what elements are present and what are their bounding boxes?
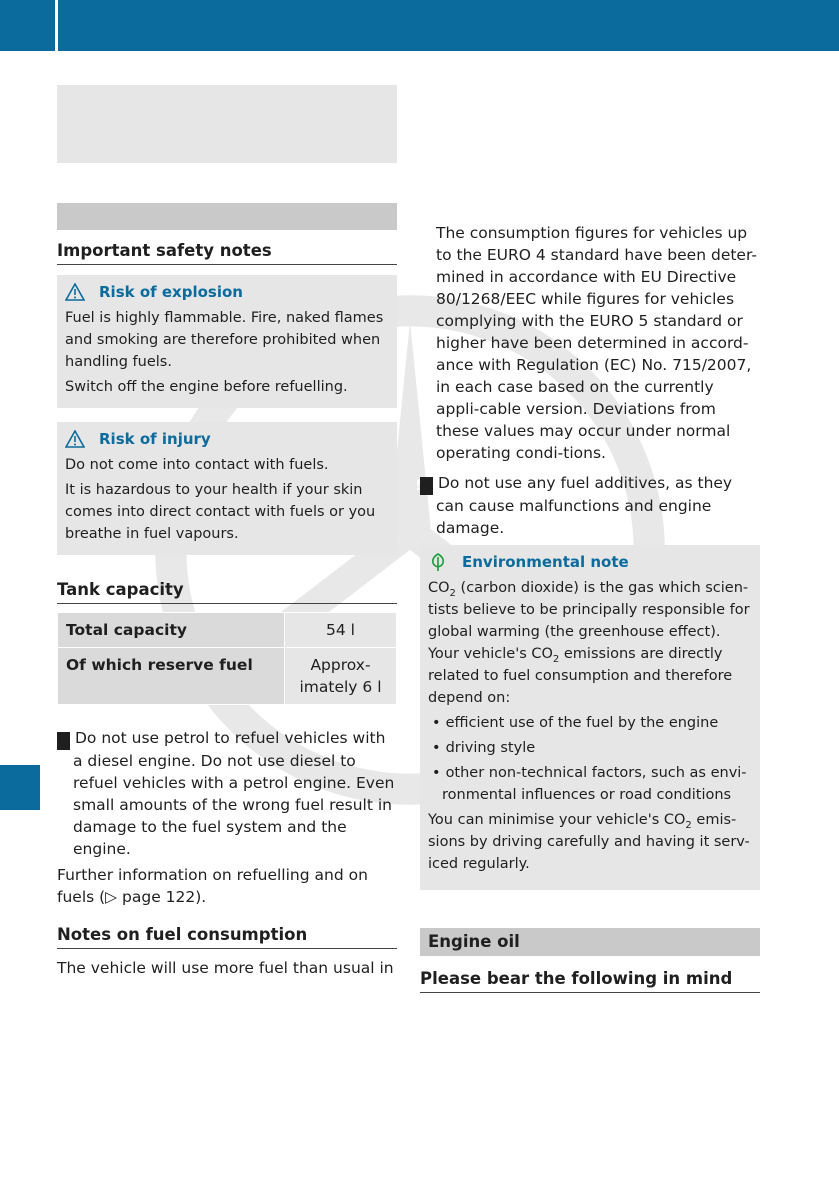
environmental-note [420, 545, 760, 890]
env-text-1: $CO_2$ (carbon dioxide) is the gas which scien-tists believe to be principally responsible for global warming (the greenhouse effect). Your vehicle's $CO_2$ emissions are directly related to fuel consumption and therefore depend on: [428, 580, 750, 706]
injury-text-2: It is hazardous to your health if your skin comes into direct contact with fuels or you breathe in fuel vapours. [65, 482, 376, 542]
tank-capacity-table [57, 612, 397, 705]
additives-note: ! Do not use any fuel additives, as they can cause malfunctions and engine damage. [415, 474, 733, 537]
safety-heading: Important safety notes [57, 240, 397, 265]
chapter-tab [0, 765, 40, 810]
petrol-note: ! Do not use petrol to refuel vehicles with a diesel engine. Do not use diesel to refuel vehicles with a petrol engine. Even small amounts of the wrong fuel result in damage to the fuel system and the engine. [52, 729, 395, 858]
explosion-warning [57, 275, 397, 408]
left-column [52, 240, 397, 979]
header-separator [55, 0, 58, 51]
tank-heading: Tank capacity [57, 579, 397, 604]
consumption-heading: Notes on fuel consumption [57, 924, 397, 949]
further-info: Further information on refuelling and on fuels (▷ page 122). [57, 866, 368, 906]
header-bar [0, 0, 839, 51]
injury-text-1: Do not come into contact with fuels. [65, 457, 329, 473]
attention-icon: ! [57, 732, 70, 750]
attention-icon: ! [420, 477, 433, 495]
engine-oil-heading: Engine oil [420, 928, 760, 956]
env-bullet-list [428, 712, 752, 806]
explosion-text-2: Switch off the engine before refuelling. [65, 379, 348, 395]
warning-triangle-icon [65, 430, 85, 448]
explosion-text-1: Fuel is highly flammable. Fire, naked flames and smoking are therefore prohibited when handling fuels. [65, 310, 384, 370]
list-item: • driving style [428, 737, 752, 759]
leaf-icon [428, 552, 448, 572]
right-column [415, 222, 760, 993]
oil-subheading: Please bear the following in mind [420, 968, 760, 993]
table-value: Approx-imately 6 l [285, 648, 397, 705]
list-item: • efficient use of the fuel by the engine [428, 712, 752, 734]
table-row [58, 613, 397, 648]
consumption-text: The vehicle will use more fuel than usual in [57, 959, 394, 977]
consumption-paragraph: The consumption figures for vehicles up to the EURO 4 standard have been deter-mined in accordance with EU Directive 80/1268/EEC while figures for vehicles complying with the EURO 5 standard or higher have been determined in accord-ance with Regulation (EC) No. 715/2007, in each case based on the currently appli-cable version. Deviations from these values may occur under normal operating condi-tions. [436, 224, 757, 462]
list-item: • other non-technical factors, such as envi-ronmental influences or road conditions [428, 762, 752, 806]
table-value: 54 l [285, 613, 397, 648]
header-placeholder-box [57, 85, 397, 163]
env-title: Environmental note [462, 553, 629, 571]
table-label: Of which reserve fuel [58, 648, 285, 705]
explosion-title: Risk of explosion [99, 283, 243, 301]
table-label: Total capacity [58, 613, 285, 648]
table-row [58, 648, 397, 705]
warning-triangle-icon [65, 283, 85, 301]
section-bar [57, 203, 397, 230]
env-text-2: You can minimise your vehicle's $CO_2$ emis-sions by driving carefully and having it serv-iced regularly. [428, 812, 750, 872]
injury-warning [57, 422, 397, 555]
injury-title: Risk of injury [99, 430, 211, 448]
